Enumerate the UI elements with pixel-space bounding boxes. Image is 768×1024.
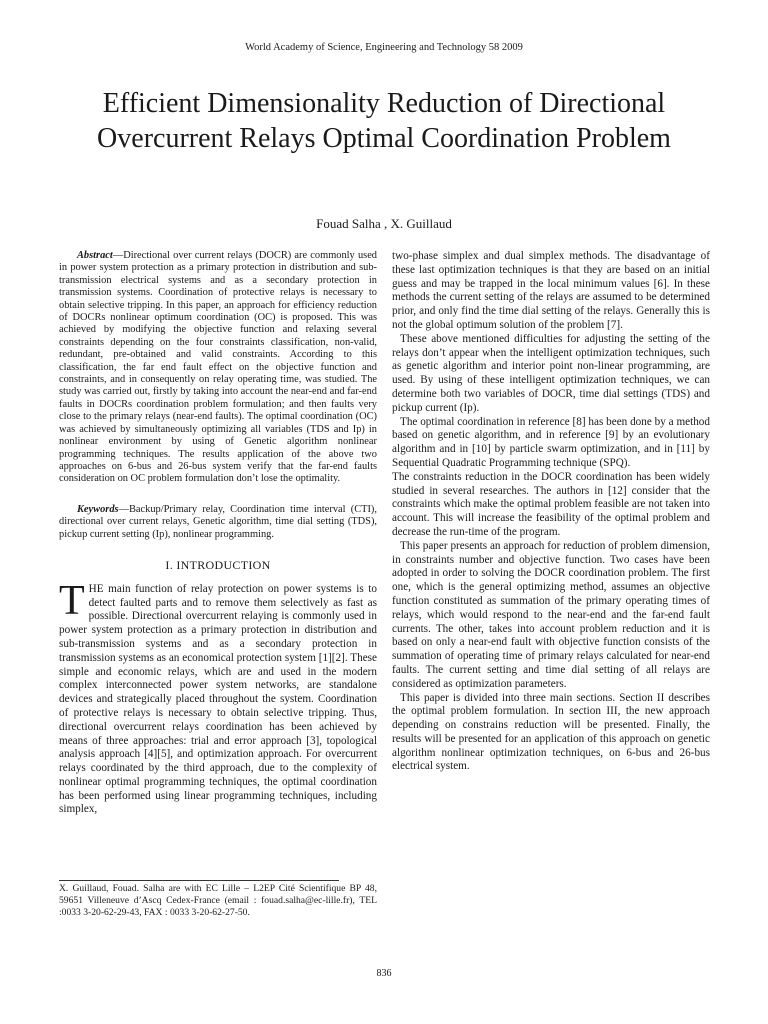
body-paragraph: These above mentioned difficulties for adjusting the setting of the relays don’t appear when the intelligent optimization techniques, such as genetic algorithm and interior point non-linear programming, are used. By using of these intelligent optimization techniques, we can determine both two variables of DOCR, time dial settings (TDS) and pickup current (Ip). [392,332,710,414]
body-paragraph: two-phase simplex and dual simplex methods. The disadvantage of these last optimization techniques is that they are based on an initial guess and may be trapped in the local minimum values [6]. In these methods the current setting of the relays are assumed to be determined prior, and only find the time dial setting of the relays. Generally this is not the global optimum solution of the problem [7]. [392,250,710,331]
right-column [392,250,710,774]
left-column [59,250,377,817]
footnote-rule [59,880,339,881]
keywords [59,504,377,541]
paper-title: Efficient Dimensionality Reduction of Directional Overcurrent Relays Optimal Coordination Problem [97,88,671,154]
section-heading-introduction: I. INTRODUCTION [165,557,271,572]
journal-header: World Academy of Science, Engineering and Technology 58 2009 [245,42,523,53]
author-footnote: X. Guillaud, Fouad. Salha are with EC Lille – L2EP Cité Scientifique BP 48, 59651 Villeneuve d’Ascq Cedex-France (email : fouad.salha@ec-lille.fr), TEL :0033 3-20-62-29-43, FAX : 0033 3-20-62-27-50. [59,883,377,918]
author-list: Fouad Salha , X. Guillaud [316,216,452,231]
intro-text: HE main function of relay protection on power systems is to detect faulted parts and to remove them selectively as fast as possible. Directional overcurrent relaying is commonly used in power system protection as a primary protection in distribution and sub-transmission systems and as a secondary protection in transmission systems as an economical protection system [1][2]. These simple and economic relays, which are and used in the modern complex interconnected power system networks, are standalone devices and strategically placed throughout the system. Coordination of protective relays is necessary to obtain selective tripping. Thus, directional overcurrent relays coordination has been achieved by means of three approaches: trial and error approach [3], topological analysis approach [4][5], and optimization approach. For overcurrent relays coordinated by the third approach, due to the complexity of nonlinear optimal programming techniques, the optimal coordination has been performed using linear programming techniques, including simplex, [59,582,377,816]
keywords-text: —Backup/Primary relay, Coordination time interval (CTI), directional over current relays, Genetic algorithm, time dial setting (TDS), pickup current setting (Ip), nonlinear programming. [59,503,377,540]
drop-cap: T [59,577,85,624]
abstract-text: —Directional over current relays (DOCR) are commonly used in power system protection as a primary protection in distribution and sub-transmission electrical systems and as a secondary protection in transmission systems. Coordination of protective relays is necessary to obtain selective tripping. In this paper, an approach for efficiency reduction of DOCRs nonlinear optimum coordination (OC) is proposed. This was achieved by modifying the objective function and relaxing several constraints depending on the four constraints classification, non-valid, redundant, pre-obtained and valid constraints. According to this classification, the far end fault effect on the objective function and constraints, and in consequently on relay operating time, was studied. The study was carried out, firstly by taking into account the near-end and far-end faults in DOCRs coordination problem formulation; and then faults very close to the primary relays (near-end faults). The optimal coordination (OC) was achieved by simultaneously optimizing all variables (TDS and Ip) in nonlinear environment by using of Genetic algorithm nonlinear programming techniques. The results application of the above two approaches on 6-bus and 26-bus system verify that the far-end faults consideration on OC problem formulation don’t lose the optimality. [59,250,377,485]
abstract [59,250,377,486]
intro-paragraph [59,577,377,818]
abstract-label: Abstract [77,250,113,261]
body-paragraph: This paper is divided into three main sections. Section II describes the optimal problem formulation. In section III, the new approach depending on constrains reduction will be presented. Finally, the results will be presented for an application of this approach on genetic algorithm nonlinear optimization techniques, on 6-bus and 26-bus electrical system. [392,691,710,773]
body-paragraph: This paper presents an approach for reduction of problem dimension, in constraints number and objective function. Two cases have been adopted in order to solving the DOCR coordination problem. The first one, which is the general optimizing method, assumes an objective function constituted as summation of the primary operating times of relays, which would respond to the near-end and the far-end fault currents. The other, takes into account problem reduction and it is based on only a near-end fault with objective function consists of the summation of operating time of primary relays calculated for near-end faults. The current setting and time dial setting of all relays are considered as optimization parameters. [392,539,710,690]
body-paragraph: The optimal coordination in reference [8] has been done by a method based on genetic algorithm, and in reference [9] by an evolutionary algorithm and in [10] by particle swarm optimization, and in [11] by Sequential Quadratic Programming technique (SPQ). [392,415,710,469]
page-number: 836 [376,968,392,979]
body-paragraph: The constraints reduction in the DOCR coordination has been widely studied in several researches. The authors in [12] consider that the constraints which make the optimal problem feasible are not taken into account. This will increase the feasibility of the optimal problem and decrease the run-time of the program. [392,470,710,538]
keywords-label: Keywords [77,503,119,515]
